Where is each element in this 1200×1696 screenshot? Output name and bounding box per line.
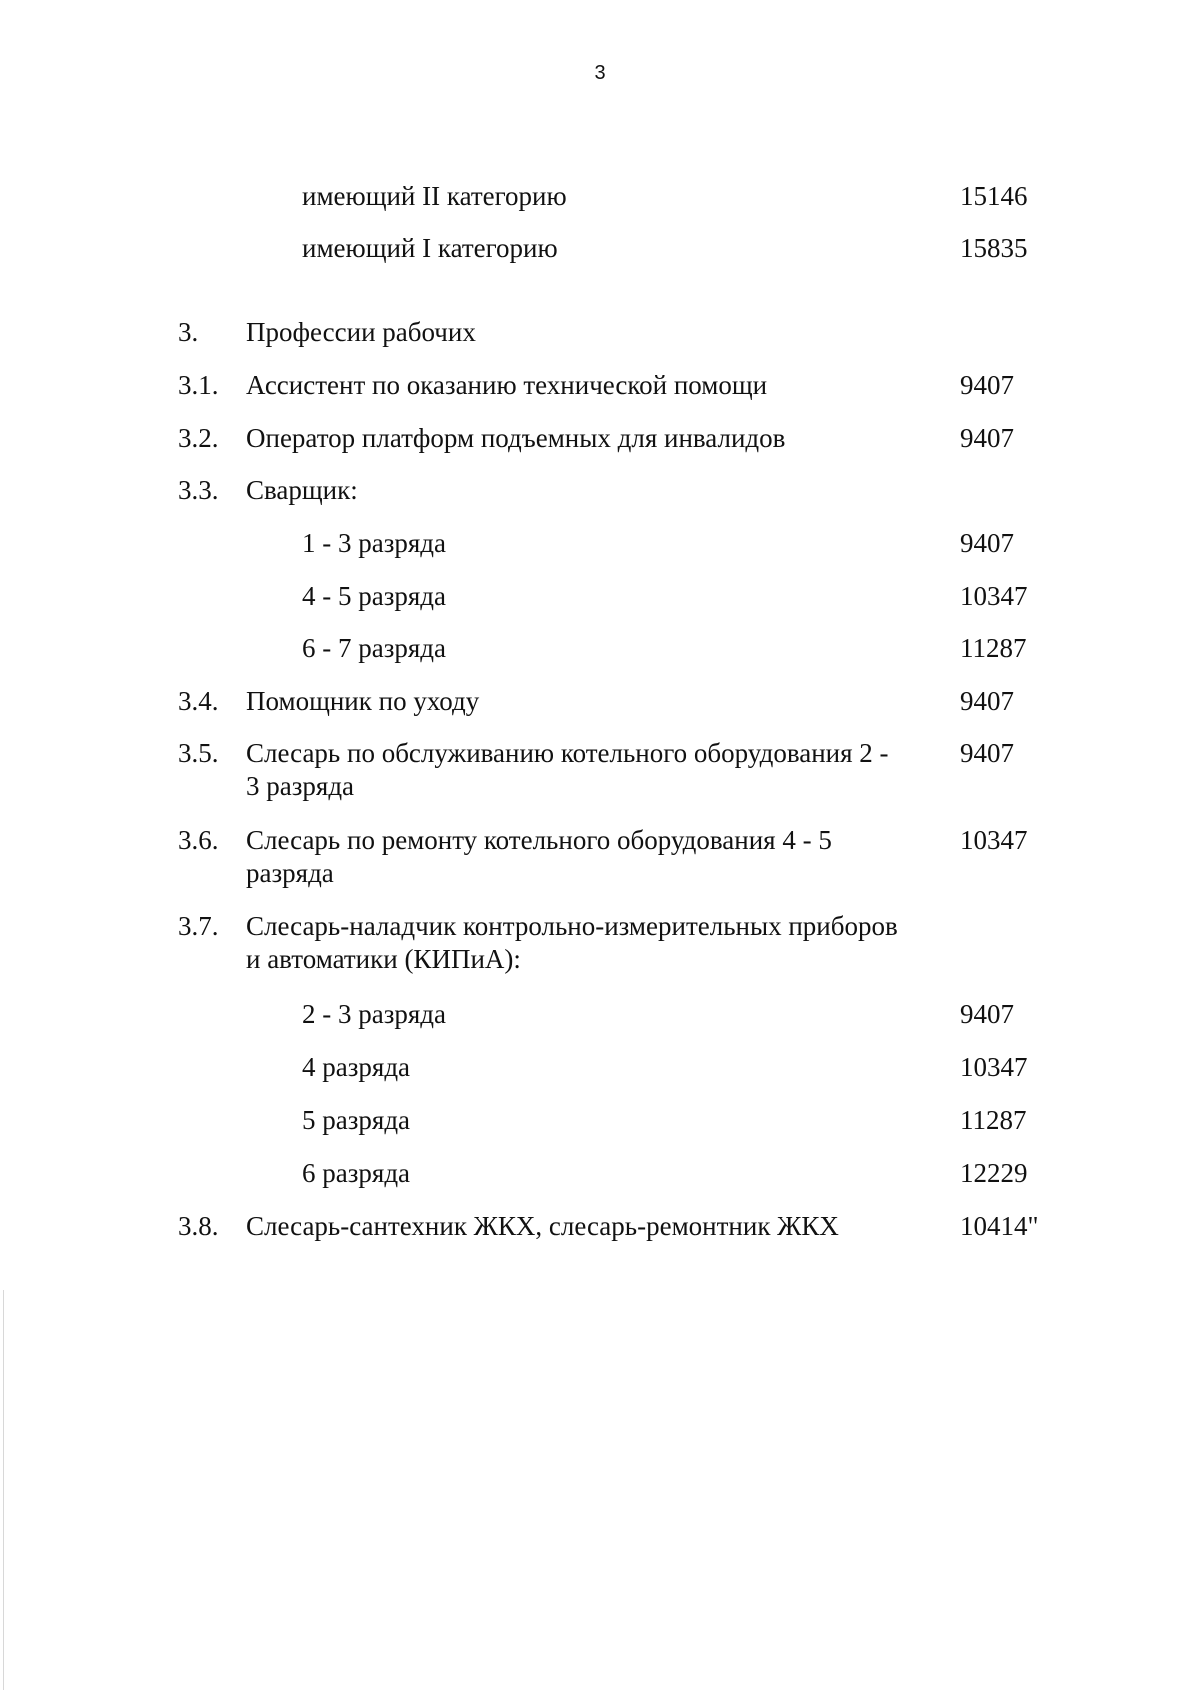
item-label: Слесарь по ремонту котельного оборудования 4 - 5 разряда (246, 825, 832, 888)
item-label: 2 - 3 разряда (302, 999, 447, 1029)
item-number: 3.6. (178, 825, 219, 855)
item-label: 1 - 3 разряда (302, 528, 447, 558)
item-label: 4 - 5 разряда (302, 581, 447, 611)
item-label: Оператор платформ подъемных для инвалидов (246, 423, 786, 453)
item-label: 6 - 7 разряда (302, 633, 447, 663)
item-label: 5 разряда (302, 1105, 411, 1135)
item-value: 9407 (960, 423, 1014, 453)
item-label: Слесарь-наладчик контрольно-измерительных приборов и автоматики (КИПиА): (246, 911, 898, 974)
item-label: имеющий I категорию (302, 233, 558, 263)
page-number: 3 (594, 62, 606, 84)
item-value: 9407 (960, 999, 1014, 1029)
item-value: 10414" (960, 1211, 1039, 1241)
item-number: 3.4. (178, 686, 219, 716)
item-value: 10347 (960, 581, 1028, 611)
item-label: 4 разряда (302, 1052, 411, 1082)
item-value: 9407 (960, 686, 1014, 716)
item-value: 11287 (960, 1105, 1027, 1135)
item-label: Сварщик: (246, 475, 358, 505)
item-number: 3.3. (178, 475, 219, 505)
item-label: 6 разряда (302, 1158, 411, 1188)
item-number: 3.8. (178, 1211, 219, 1241)
item-number: 3. (178, 317, 199, 347)
item-label: Помощник по уходу (246, 686, 480, 716)
item-label: Ассистент по оказанию технической помощи (246, 370, 768, 400)
item-label: Слесарь по обслуживанию котельного оборудования 2 - 3 разряда (246, 738, 889, 801)
scan-edge-line (3, 1290, 4, 1690)
item-number: 3.2. (178, 423, 219, 453)
item-value: 12229 (960, 1158, 1028, 1188)
item-value: 15146 (960, 181, 1028, 211)
item-number: 3.7. (178, 911, 219, 941)
item-value: 10347 (960, 825, 1028, 855)
item-label: имеющий II категорию (302, 181, 567, 211)
item-value: 9407 (960, 738, 1014, 768)
item-value: 15835 (960, 233, 1028, 263)
item-value: 11287 (960, 633, 1027, 663)
item-label: Слесарь-сантехник ЖКХ, слесарь-ремонтник ЖКХ (246, 1211, 839, 1241)
item-value: 9407 (960, 370, 1014, 400)
item-number: 3.5. (178, 738, 219, 768)
item-value: 10347 (960, 1052, 1028, 1082)
item-value: 9407 (960, 528, 1014, 558)
item-number: 3.1. (178, 370, 219, 400)
item-label: Профессии рабочих (246, 317, 476, 347)
